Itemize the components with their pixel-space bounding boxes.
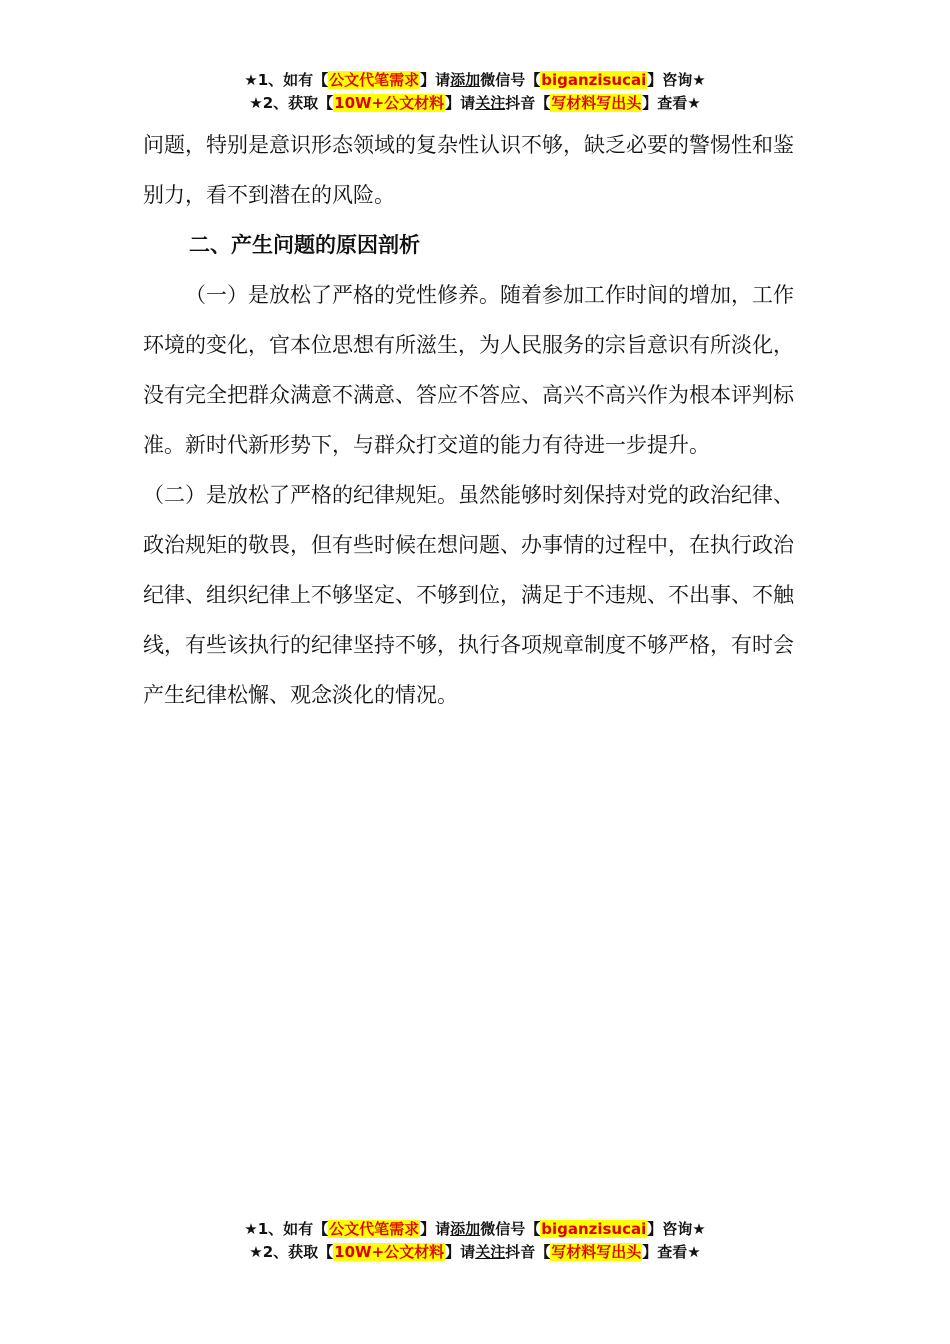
banner-underlined-text: 添加 bbox=[450, 71, 481, 89]
banner-text: 】请 bbox=[420, 1220, 451, 1238]
banner-text: 1、如有【 bbox=[257, 71, 329, 89]
continuation-paragraph: 问题，特别是意识形态领域的复杂性认识不够，缺乏必要的警惕性和鉴别力，看不到潜在的风险。 bbox=[143, 133, 794, 207]
star-icon: ★ bbox=[249, 1243, 263, 1261]
banner-highlight-douyin-account: 写材料写出头 bbox=[551, 94, 642, 112]
banner-text: 】请 bbox=[420, 71, 451, 89]
banner-highlight-douyin-account: 写材料写出头 bbox=[551, 1243, 642, 1261]
paragraph-2: （二）是放松了严格的纪律规矩。虽然能够时刻保持对党的政治纪律、政治规矩的敬畏，但有些时候在想问题、办事情的过程中，在执行政治纪律、组织纪律上不够坚定、不够到位，满足于不违规、不出事、不触线，有些该执行的纪律坚持不够，执行各项规章制度不够严格，有时会产生纪律松懈、观念淡化的情况。 bbox=[143, 483, 794, 707]
banner-line-1 bbox=[0, 69, 950, 92]
banner-text: 微信号【 bbox=[480, 71, 541, 89]
document-body bbox=[143, 120, 808, 720]
banner-text: 】查看 bbox=[642, 1243, 688, 1261]
star-icon: ★ bbox=[692, 71, 706, 89]
star-icon: ★ bbox=[687, 94, 701, 112]
banner-text: 微信号【 bbox=[480, 1220, 541, 1238]
banner-line-1 bbox=[0, 1218, 950, 1241]
star-icon: ★ bbox=[244, 71, 258, 89]
banner-text: 】请 bbox=[445, 1243, 476, 1261]
banner-line-2 bbox=[0, 1241, 950, 1264]
banner-text: 1、如有【 bbox=[257, 1220, 329, 1238]
star-icon: ★ bbox=[249, 94, 263, 112]
banner-highlight-wechat-id: biganzisucai bbox=[541, 1220, 647, 1238]
banner-text: 】请 bbox=[445, 94, 476, 112]
paragraph-1: （一）是放松了严格的党性修养。随着参加工作时间的增加，工作环境的变化，官本位思想有所滋生，为人民服务的宗旨意识有所淡化，没有完全把群众满意不满意、答应不答应、高兴不高兴作为根本评判标准。新时代新形势下，与群众打交道的能力有待进一步提升。 bbox=[143, 283, 794, 457]
footer-banner bbox=[0, 1218, 950, 1264]
banner-line-2 bbox=[0, 92, 950, 115]
banner-text: 】咨询 bbox=[647, 71, 693, 89]
banner-highlight: 10W+公文材料 bbox=[334, 94, 445, 112]
banner-text: 抖音【 bbox=[505, 1243, 551, 1261]
section-heading: 二、产生问题的原因剖析 bbox=[189, 233, 420, 257]
banner-underlined-text: 添加 bbox=[450, 1220, 481, 1238]
banner-text: 】查看 bbox=[642, 94, 688, 112]
star-icon: ★ bbox=[692, 1220, 706, 1238]
banner-text: 2、获取【 bbox=[262, 1243, 334, 1261]
banner-text: 2、获取【 bbox=[262, 94, 334, 112]
star-icon: ★ bbox=[687, 1243, 701, 1261]
banner-highlight: 公文代笔需求 bbox=[329, 1220, 420, 1238]
banner-highlight: 公文代笔需求 bbox=[329, 71, 420, 89]
banner-text: 抖音【 bbox=[505, 94, 551, 112]
banner-underlined-text: 关注 bbox=[475, 1243, 506, 1261]
banner-text: 】咨询 bbox=[647, 1220, 693, 1238]
banner-underlined-text: 关注 bbox=[475, 94, 506, 112]
banner-highlight-wechat-id: biganzisucai bbox=[541, 71, 647, 89]
banner-highlight: 10W+公文材料 bbox=[334, 1243, 445, 1261]
star-icon: ★ bbox=[244, 1220, 258, 1238]
header-banner bbox=[0, 69, 950, 115]
